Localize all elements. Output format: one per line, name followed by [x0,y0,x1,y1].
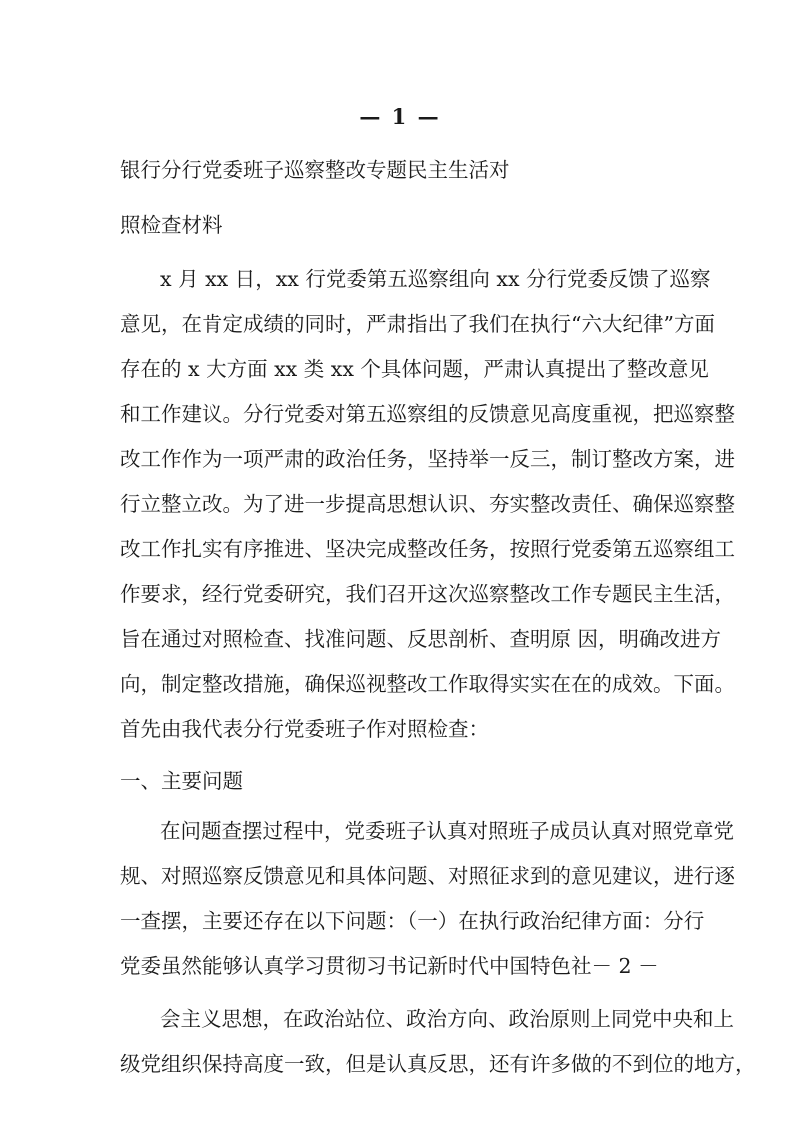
section-heading: 一、主要问题 [120,769,243,793]
paragraph-line: 党委虽然能够认真学习贯彻习书记新时代中国特色社－ 2 － [120,954,659,978]
paragraph-line: 行立整立改。为了进一步提高思想认识、夯实整改责任、确保巡察整 [120,492,735,516]
document-title-line-2: 照检查材料 [120,213,223,237]
paragraph-line: 在问题查摆过程中，党委班子认真对照班子成员认真对照党章党 [160,819,734,843]
paragraph-line: 规、对照巡察反馈意见和具体问题、对照征求到的意见建议，进行逐 [120,864,735,888]
paragraph-line: 作要求，经行党委研究，我们召开这次巡察整改工作专题民主生活， [120,582,735,606]
paragraph-line: 会主义思想，在政治站位、政治方向、政治原则上同党中央和上 [160,1007,734,1031]
paragraph-line: 首先由我代表分行党委班子作对照检查： [120,717,489,741]
paragraph-line: 向，制定整改措施，确保巡视整改工作取得实实在在的成效。下面。 [120,672,735,696]
paragraph-line: 改工作作为一项严肃的政治任务，坚持举一反三，制订整改方案，进 [120,447,735,471]
page-number: — 1 — [359,104,441,129]
paragraph-line: 意见，在肯定成绩的同时，严肃指出了我们在执行“六大纪律”方面 [120,312,715,336]
paragraph-line: 和工作建议。分行党委对第五巡察组的反馈意见高度重视，把巡察整 [120,402,735,426]
paragraph-line: 一查摆，主要还存在以下问题：（一）在执行政治纪律方面：分行 [120,909,705,933]
paragraph-line: x 月 xx 日，xx 行党委第五巡察组向 xx 分行党委反馈了巡察 [160,267,711,291]
paragraph-line: 级党组织保持高度一致，但是认真反思，还有许多做的不到位的地方， [120,1052,756,1076]
paragraph-line: 改工作扎实有序推进、坚决完成整改任务，按照行党委第五巡察组工 [120,537,735,561]
paragraph-line: 旨在通过对照检查、找准问题、反思剖析、查明原 因，明确改进方 [120,627,722,651]
document-title-line-1: 银行分行党委班子巡察整改专题民主生活对 [120,158,510,182]
paragraph-line: 存在的 x 大方面 xx 类 xx 个具体问题，严肃认真提出了整改意见 [120,357,709,381]
